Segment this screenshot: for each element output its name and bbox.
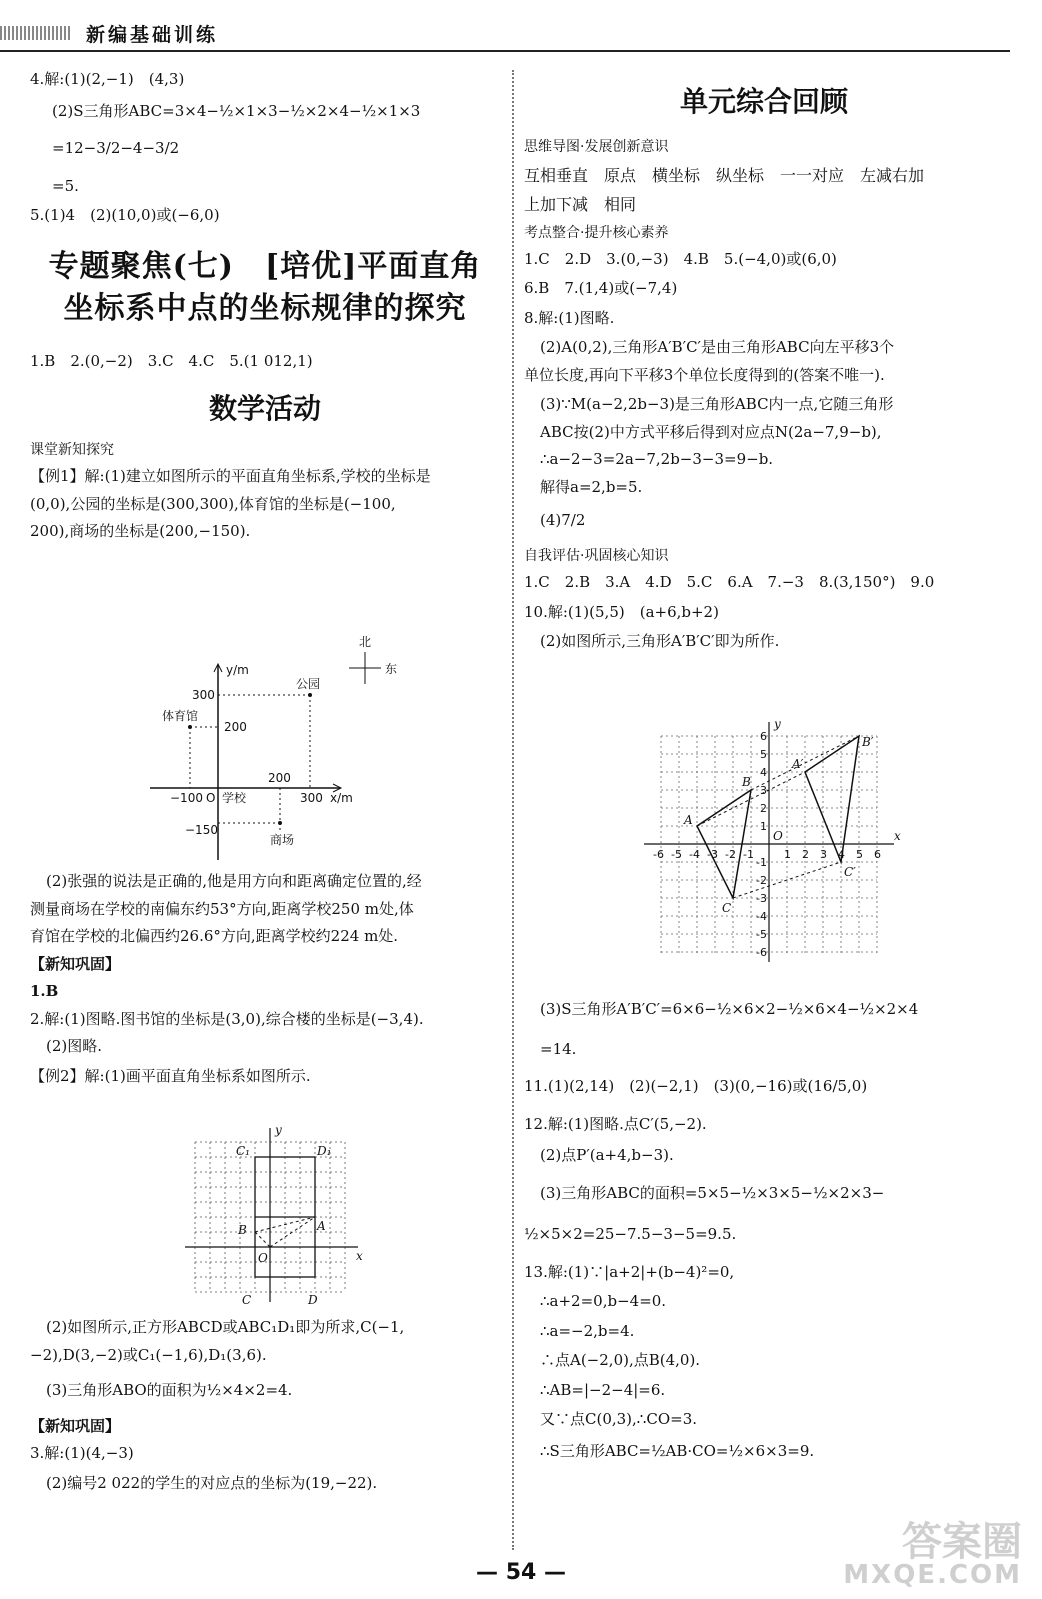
x-tick: 2 — [802, 848, 809, 861]
subsection-label: 思维导图·发展创新意识 — [524, 139, 669, 155]
answer-line: ∴AB=|−2−4|=6. — [540, 1380, 666, 1399]
subsection-label: 【新知巩固】 — [30, 1416, 121, 1435]
subsection-label: 考点整合·提升核心素养 — [524, 224, 669, 241]
tick-label: 300 — [192, 688, 215, 702]
x-tick: -1 — [743, 848, 754, 861]
tick-label: 300 — [300, 791, 323, 805]
answer-line: =12−3/2−4−3/2 — [52, 139, 180, 157]
answer-line: 8.解:(1)图略. — [524, 308, 615, 327]
answer-line: (3)∵M(a−2,2b−3)是三角形ABC内一点,它随三角形 — [540, 395, 894, 414]
point-b-label: B — [238, 1223, 247, 1237]
origin-label: O — [206, 791, 216, 805]
y-tick: -5 — [756, 928, 767, 941]
answer-line: =14. — [540, 1039, 577, 1058]
map-coordinate-figure — [140, 630, 420, 870]
answer-line: =5. — [52, 176, 79, 195]
header-decoration — [0, 26, 72, 40]
left-column — [30, 64, 500, 542]
x-tick: 6 — [874, 848, 881, 861]
answer-line: 【例1】解:(1)建立如图所示的平面直角坐标系,学校的坐标是 — [30, 467, 431, 486]
x-tick: 3 — [820, 848, 827, 861]
y-tick: 5 — [760, 748, 767, 761]
answer-line: 12.解:(1)图略.点C′(5,−2). — [524, 1114, 707, 1133]
y-tick: 4 — [760, 766, 767, 779]
answer-line: 13.解:(1)∵|a+2|+(b−4)²=0, — [524, 1262, 735, 1281]
answer-line: 单位长度,再向下平移3个单位长度得到的(答案不唯一). — [524, 365, 885, 384]
section-heading: 数学活动 — [208, 392, 321, 425]
square-grid-figure — [180, 1122, 370, 1312]
x-axis-label: x/m — [330, 791, 353, 805]
header-rule — [0, 50, 1010, 52]
east-label: 东 — [385, 662, 398, 676]
point-a-label: A — [684, 813, 693, 827]
north-label: 北 — [359, 635, 372, 649]
park-point — [308, 693, 312, 697]
answer-line: ½×5×2=25−7.5−3−5=9.5. — [524, 1225, 737, 1243]
answer-line: (2)如图所示,正方形ABCD或ABC₁D₁即为所求,C(−1, — [46, 1318, 405, 1336]
answer-line: 2.解:(1)图略.图书馆的坐标是(3,0),综合楼的坐标是(−3,4). — [30, 1009, 424, 1028]
answer-line: ∴a+2=0,b−4=0. — [540, 1292, 667, 1310]
right-column — [524, 64, 1004, 652]
answer-line: 又∵点C(0,3),∴CO=3. — [540, 1410, 698, 1428]
answer-line: 育馆在学校的北偏西约26.6°方向,距离学校约224 m处. — [30, 927, 399, 945]
page-number: — 54 — — [476, 1560, 566, 1585]
answer-line: 【例2】解:(1)画平面直角坐标系如图所示. — [30, 1066, 311, 1085]
point-b1-label: B′ — [862, 735, 874, 749]
answer-line: (2)如图所示,三角形A′B′C′即为所作. — [540, 632, 780, 651]
tick-label: −100 — [170, 791, 203, 805]
park-label: 公园 — [296, 677, 321, 691]
answer-line: (2)S三角形ABC=3×4−½×1×3−½×2×4−½×1×3 — [52, 101, 421, 120]
x-tick: 5 — [856, 848, 863, 861]
answer-line: (4)7/2 — [540, 511, 586, 530]
y-tick: -3 — [756, 892, 767, 905]
answer-line: (3)S三角形A′B′C′=6×6−½×6×2−½×6×4−½×2×4 — [540, 1000, 919, 1018]
answer-line: 解得a=2,b=5. — [540, 477, 643, 496]
answer-line: (3)三角形ABC的面积=5×5−½×3×5−½×2×3− — [540, 1183, 885, 1202]
x-tick: -4 — [689, 848, 700, 861]
watermark-url: MXQE.COM — [843, 1560, 1022, 1590]
answer-line: ∴点A(−2,0),点B(4,0). — [540, 1351, 701, 1369]
x-tick: 1 — [784, 848, 791, 861]
mall-point — [278, 821, 282, 825]
y-label: y — [275, 1123, 282, 1137]
mall-label: 商场 — [270, 833, 295, 847]
tick-label: 200 — [268, 771, 291, 785]
left-column-2 — [30, 872, 500, 1086]
y-tick: -6 — [756, 946, 767, 959]
triangle-translation-figure — [636, 716, 906, 966]
point-a-label: A — [317, 1219, 326, 1233]
x-label: x — [356, 1249, 363, 1263]
answer-line: 11.(1)(2,14) (2)(−2,1) (3)(0,−16)或(16/5,0) — [524, 1077, 868, 1095]
answer-line: (0,0),公园的坐标是(300,300),体育馆的坐标是(−100, — [30, 494, 396, 513]
section-heading: 坐标系中点的坐标规律的探究 — [63, 290, 467, 326]
answer-line: 上加下减 相同 — [524, 194, 637, 214]
y-tick: 3 — [760, 784, 767, 797]
column-divider — [512, 70, 514, 1550]
y-tick: -2 — [756, 874, 767, 887]
answer-line: 3.解:(1)(4,−3) — [30, 1444, 134, 1462]
answer-line: (3)三角形ABO的面积为½×4×2=4. — [46, 1381, 293, 1399]
answer-line: (2)图略. — [46, 1037, 103, 1055]
answer-line: 200),商场的坐标是(200,−150). — [30, 522, 251, 541]
gym-label: 体育馆 — [162, 709, 199, 723]
school-label: 学校 — [222, 791, 247, 805]
y-label: y — [774, 717, 781, 731]
point-c1-label: C₁ — [236, 1144, 250, 1158]
answer-line: ∴a=−2,b=4. — [540, 1321, 635, 1340]
y-axis-label: y/m — [226, 663, 249, 677]
y-tick: -1 — [756, 856, 767, 869]
x-tick: 4 — [838, 848, 845, 861]
answer-line: 1.B 2.(0,−2) 3.C 4.C 5.(1 012,1) — [30, 351, 313, 370]
x-tick: -5 — [671, 848, 682, 861]
watermark-logo: 答案圈 — [902, 1519, 1022, 1565]
answer-line: 1.C 2.B 3.A 4.D 5.C 6.A 7.−3 8.(3,150°) 9.0 — [524, 573, 935, 592]
answer-line: 1.C 2.D 3.(0,−3) 4.B 5.(−4,0)或(6,0) — [524, 249, 837, 268]
x-tick: -6 — [653, 848, 664, 861]
point-c-label: C — [722, 901, 732, 915]
answer-line: (2)点P′(a+4,b−3). — [540, 1146, 674, 1164]
subsection-label: 【新知巩固】 — [30, 954, 121, 973]
subsection-label: 自我评估·巩固核心知识 — [524, 547, 669, 564]
point-c-label: C — [242, 1293, 252, 1307]
tick-label: −150 — [185, 823, 218, 837]
header-title: 新编基础训练 — [86, 24, 219, 46]
answer-line: (2)张强的说法是正确的,他是用方向和距离确定位置的,经 — [46, 872, 422, 890]
answer-line: 4.解:(1)(2,−1) (4,3) — [30, 70, 185, 88]
tick-label: 200 — [224, 720, 247, 734]
x-tick: -2 — [725, 848, 736, 861]
answer-line: ABC按(2)中方式平移后得到对应点N(2a−7,9−b), — [540, 422, 882, 441]
triangle-a1b1c1 — [805, 736, 859, 862]
y-tick: 1 — [760, 820, 767, 833]
x-label: x — [894, 829, 901, 843]
answer-line: 5.(1)4 (2)(10,0)或(−6,0) — [30, 206, 220, 224]
answer-line: (2)编号2 022的学生的对应点的坐标为(19,−22). — [46, 1473, 378, 1492]
origin-label: O — [773, 829, 783, 843]
answer-line: (2)A(0,2),三角形A′B′C′是由三角形ABC向左平移3个 — [540, 338, 895, 357]
x-tick: -3 — [707, 848, 718, 861]
answer-line: 6.B 7.(1,4)或(−7,4) — [524, 279, 678, 298]
answer-line: ∴a−2−3=2a−7,2b−3−3=9−b. — [540, 450, 774, 469]
y-tick: -4 — [756, 910, 767, 923]
answer-line: 测量商场在学校的南偏东约53°方向,距离学校250 m处,体 — [30, 899, 414, 918]
y-tick: 6 — [760, 730, 767, 743]
y-tick: 2 — [760, 802, 767, 815]
answer-line: −2),D(3,−2)或C₁(−1,6),D₁(3,6). — [30, 1345, 267, 1364]
point-b-label: B — [742, 775, 751, 789]
answer-line: 1.B — [30, 982, 59, 1000]
section-heading: 单元综合回顾 — [679, 85, 848, 118]
point-c1-label: C′ — [844, 865, 856, 879]
point-d-label: D — [308, 1293, 318, 1307]
section-heading: 专题聚焦(七) [培优]平面直角 — [48, 248, 482, 284]
point-d1-label: D₁ — [317, 1144, 332, 1158]
gym-point — [188, 725, 192, 729]
answer-line: 互相垂直 原点 横坐标 纵坐标 一一对应 左减右加 — [524, 166, 925, 186]
origin-label: O — [258, 1251, 268, 1265]
page-header — [0, 0, 1042, 56]
answer-line: ∴S三角形ABC=½AB·CO=½×6×3=9. — [540, 1441, 815, 1460]
answer-line: 10.解:(1)(5,5) (a+6,b+2) — [524, 602, 719, 621]
left-column-3 — [30, 1318, 500, 1493]
right-column-2 — [524, 1000, 1004, 1461]
point-a1-label: A′ — [792, 757, 804, 771]
subsection-label: 课堂新知探究 — [30, 442, 114, 458]
